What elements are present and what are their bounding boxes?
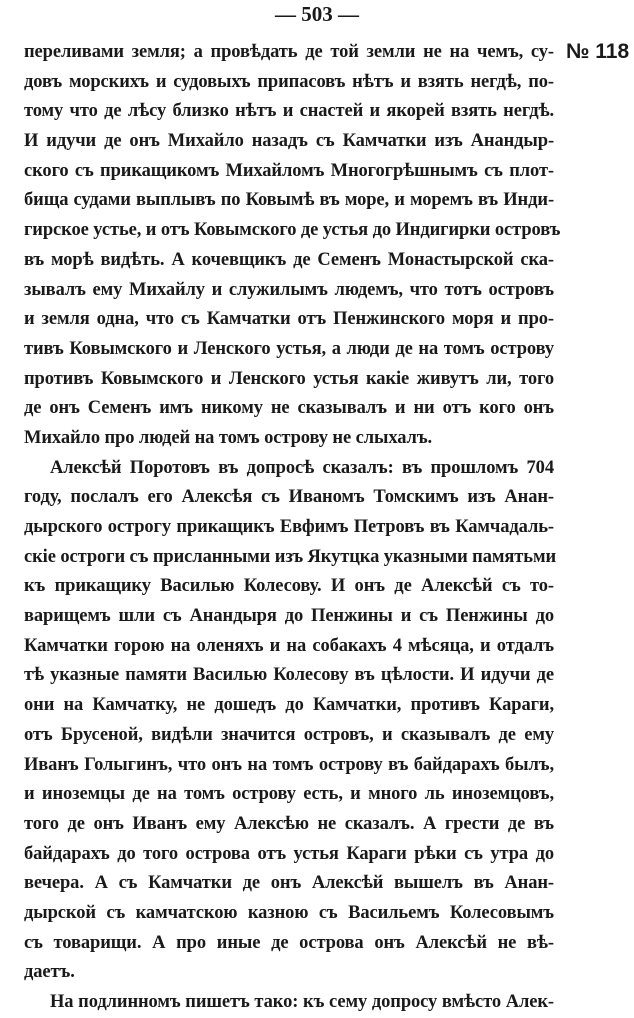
text-line: и земля одна, что съ Камчатки отъ Пенжинского моря и про-	[24, 309, 554, 330]
text-line: тому что де лѣсу близко нѣтъ и снастей и якорей взять негдѣ.	[24, 101, 554, 122]
text-line: зывалъ ему Михайлу и служилымъ людемъ, что тотъ островъ	[24, 279, 554, 300]
text-line: де онъ Семенъ имъ никому не сказывалъ и ни отъ кого онъ	[24, 398, 554, 419]
text-line: Алексѣй Поротовъ въ допросѣ сказалъ: въ прошломъ 704	[50, 457, 554, 478]
text-line: переливами земля; а провѣдать де той земли не на чемъ, су-	[24, 42, 554, 62]
text-line: И идучи де онъ Михайло назадъ съ Камчатки изъ Анандыр-	[24, 131, 554, 152]
document-body	[24, 38, 561, 1018]
text-line: тѣ указные памяти Василью Колесову въ цѣлости. И идучи де	[24, 665, 554, 686]
text-line: тивъ Ковымского и Ленского устья, а люди де на томъ острову	[24, 338, 554, 359]
text-line: съ товарищи. А про иные де острова онъ Алексѣй не вѣ-	[24, 932, 554, 953]
text-line: отъ Брусеной, видѣли значится островъ, и сказывалъ де ему	[24, 724, 554, 745]
text-line: къ прикащику Василью Колесову. И онъ де Алексѣй съ то-	[24, 576, 554, 597]
text-line: того де онъ Иванъ ему Алексѣю не сказалъ. А грести де въ	[24, 813, 554, 834]
text-line: Иванъ Голыгинъ, что онъ на томъ острову въ байдарахъ былъ,	[24, 754, 554, 775]
text-line: ского съ прикащикомъ Михайломъ Многогрѣшнымъ съ плот-	[24, 160, 554, 181]
text-line: бища судами выплывъ по Ковымѣ въ море, и моремъ въ Инди-	[24, 190, 554, 211]
text-line: довъ морскихъ и судовыхъ припасовъ нѣтъ и взять негдѣ, по-	[24, 71, 554, 92]
text-line: вечера. А съ Камчатки де онъ Алексѣй вышелъ въ Анан-	[24, 873, 554, 894]
text-line: дырского острогу прикащикъ Евфимъ Петровъ въ Камчадаль-	[24, 517, 554, 537]
text-line: скіе остроги съ присланными изъ Якутцка указными памятьми	[24, 546, 557, 567]
text-line: На подлинномъ пишетъ тако: къ сему допросу вмѣсто Алек-	[50, 992, 554, 1012]
text-line: году, послалъ его Алексѣя съ Иваномъ Томскимъ изъ Анан-	[24, 487, 554, 508]
text-line: они на Камчатку, не дошедъ до Камчатки, противъ Караги,	[24, 695, 554, 716]
text-line: Камчатки горою на оленяхъ и на собакахъ 4 мѣсяца, и отдалъ	[24, 635, 554, 656]
text-line: дырской съ камчатскою казною съ Васильемъ Колесовымъ	[24, 902, 554, 923]
text-line: и иноземцы де на томъ острову есть, и много ль иноземцовъ,	[24, 784, 554, 805]
page-number: — 503 —	[275, 2, 359, 26]
text-line: даетъ.	[24, 962, 75, 983]
text-line: байдарахъ до того острова отъ устья Караги рѣки съ утра до	[24, 843, 554, 864]
text-line: противъ Ковымского и Ленского устья какіе живутъ ли, того	[24, 368, 554, 389]
text-line: варищемъ шли съ Анандыря до Пенжины и съ Пенжины до	[24, 606, 554, 627]
text-line: Михайло про людей на томъ острову не слыхалъ.	[24, 427, 433, 448]
text-line: гирское устье, и отъ Ковымского де устья до Индигирки островъ	[24, 220, 561, 241]
text-line: въ морѣ видѣть. А кочевщикъ де Семенъ Монастырской ска-	[24, 249, 554, 270]
document-number: № 118	[566, 40, 630, 63]
